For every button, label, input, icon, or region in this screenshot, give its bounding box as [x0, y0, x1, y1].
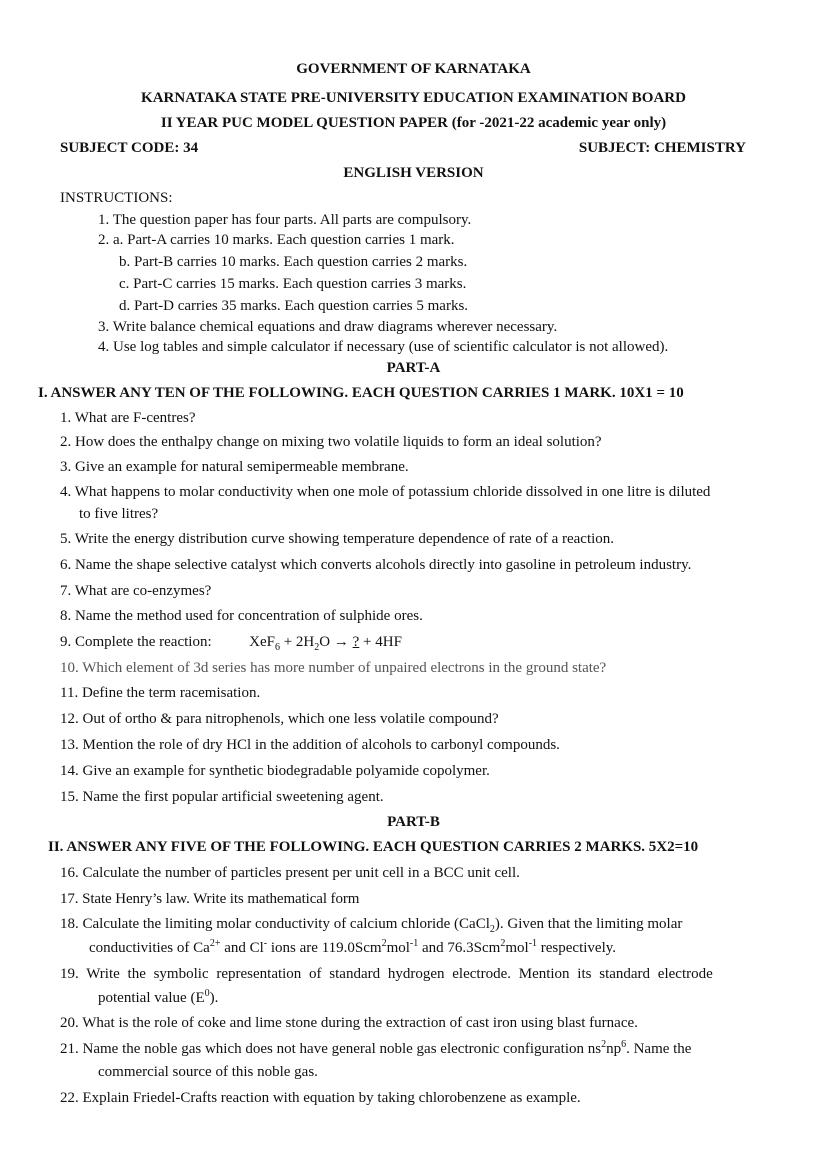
question-6: 6. Name the shape selective catalyst which converts alcohols directly into gasoline in petroleum industry.: [60, 557, 692, 573]
instructions-title: INSTRUCTIONS:: [60, 190, 173, 206]
question-19: 19. Write the symbolic representation of standard hydrogen electrode. Mention its standard electrode: [60, 966, 713, 982]
question-2: 2. How does the enthalpy change on mixing two volatile liquids to form an ideal solution?: [60, 434, 602, 450]
question-22: 22. Explain Friedel-Crafts reaction with equation by taking chlorobenzene as example.: [60, 1090, 581, 1106]
question-5: 5. Write the energy distribution curve showing temperature dependence of rate of a reaction.: [60, 531, 615, 547]
question-17: 17. State Henry’s law. Write its mathematical form: [60, 891, 360, 907]
question-20: 20. What is the role of coke and lime stone during the extraction of cast iron using blast furnace.: [60, 1015, 638, 1031]
question-8: 8. Name the method used for concentration of sulphide ores.: [60, 608, 423, 624]
question-13: 13. Mention the role of dry HCl in the addition of alcohols to carbonyl compounds.: [60, 737, 560, 753]
instruction-item: 3. Write balance chemical equations and draw diagrams wherever necessary.: [98, 319, 558, 335]
instruction-item: b. Part-B carries 10 marks. Each question carries 2 marks.: [119, 254, 468, 270]
header-board: KARNATAKA STATE PRE-UNIVERSITY EDUCATION EXAMINATION BOARD: [141, 90, 686, 106]
question-4: 4. What happens to molar conductivity when one mole of potassium chloride dissolved in one litre is diluted: [60, 484, 711, 500]
instruction-item: 1. The question paper has four parts. All parts are compulsory.: [98, 212, 472, 228]
question-1: 1. What are F-centres?: [60, 410, 196, 426]
question-9-label: 9. Complete the reaction:: [60, 634, 212, 650]
blank-answer: ?: [352, 634, 360, 650]
question-11: 11. Define the term racemisation.: [60, 685, 261, 701]
subject-name: SUBJECT: CHEMISTRY: [578, 140, 746, 156]
english-version-label: ENGLISH VERSION: [343, 165, 484, 181]
question-21-continued: commercial source of this noble gas.: [98, 1064, 318, 1080]
question-18-continued: conductivities of $Ca^{2+}$ and Cl- ions are 119.0Scm$^2$mol$^{-1}$ and 76.3Scm$^2$mol$^{-1}$ respectively.: [89, 938, 617, 956]
part-b-title: PART-B: [387, 814, 440, 830]
part-a-heading: I. ANSWER ANY TEN OF THE FOLLOWING. EACH QUESTION CARRIES 1 MARK. 10X1 = 10: [38, 385, 684, 401]
question-19-continued: potential value $(E^0)$.: [98, 988, 219, 1006]
question-14: 14. Give an example for synthetic biodegradable polyamide copolymer.: [60, 763, 490, 779]
question-7: 7. What are co-enzymes?: [60, 583, 212, 599]
header-paper-title: II YEAR PUC MODEL QUESTION PAPER (for -2021-22 academic year only): [160, 115, 667, 131]
question-9-equation: $XeF_6 + 2H_2O$ → ? + 4HF: [249, 634, 402, 653]
question-16: 16. Calculate the number of particles present per unit cell in a BCC unit cell.: [60, 865, 520, 881]
question-3: 3. Give an example for natural semipermeable membrane.: [60, 459, 409, 475]
header-government: GOVERNMENT OF KARNATAKA: [296, 61, 531, 77]
question-15: 15. Name the first popular artificial sweetening agent.: [60, 789, 384, 805]
question-4-continued: to five litres?: [79, 506, 159, 522]
instruction-item: d. Part-D carries 35 marks. Each question carries 5 marks.: [119, 298, 469, 314]
instruction-item: c. Part-C carries 15 marks. Each question carries 3 marks.: [119, 276, 467, 292]
question-18: 18. Calculate the limiting molar conductivity of calcium chloride (CaCl$_2$). Given that the limiting molar: [60, 916, 683, 935]
instruction-item: 4. Use log tables and simple calculator if necessary (use of scientific calculator is not allowed).: [98, 339, 669, 355]
part-a-title: PART-A: [386, 360, 441, 376]
question-12: 12. Out of ortho & para nitrophenols, which one less volatile compound?: [60, 711, 499, 727]
question-21: 21. Name the noble gas which does not have general noble gas electronic configuration $ns^2np^6$. Name the: [60, 1039, 692, 1057]
question-9: [60, 633, 402, 651]
subject-code: SUBJECT CODE: 34: [60, 140, 199, 156]
part-b-heading: II. ANSWER ANY FIVE OF THE FOLLOWING. EACH QUESTION CARRIES 2 MARKS. 5X2=10: [48, 839, 699, 855]
instruction-item: 2. a. Part-A carries 10 marks. Each question carries 1 mark.: [98, 232, 455, 248]
question-10: 10. Which element of 3d series has more number of unpaired electrons in the ground state?: [60, 660, 607, 676]
